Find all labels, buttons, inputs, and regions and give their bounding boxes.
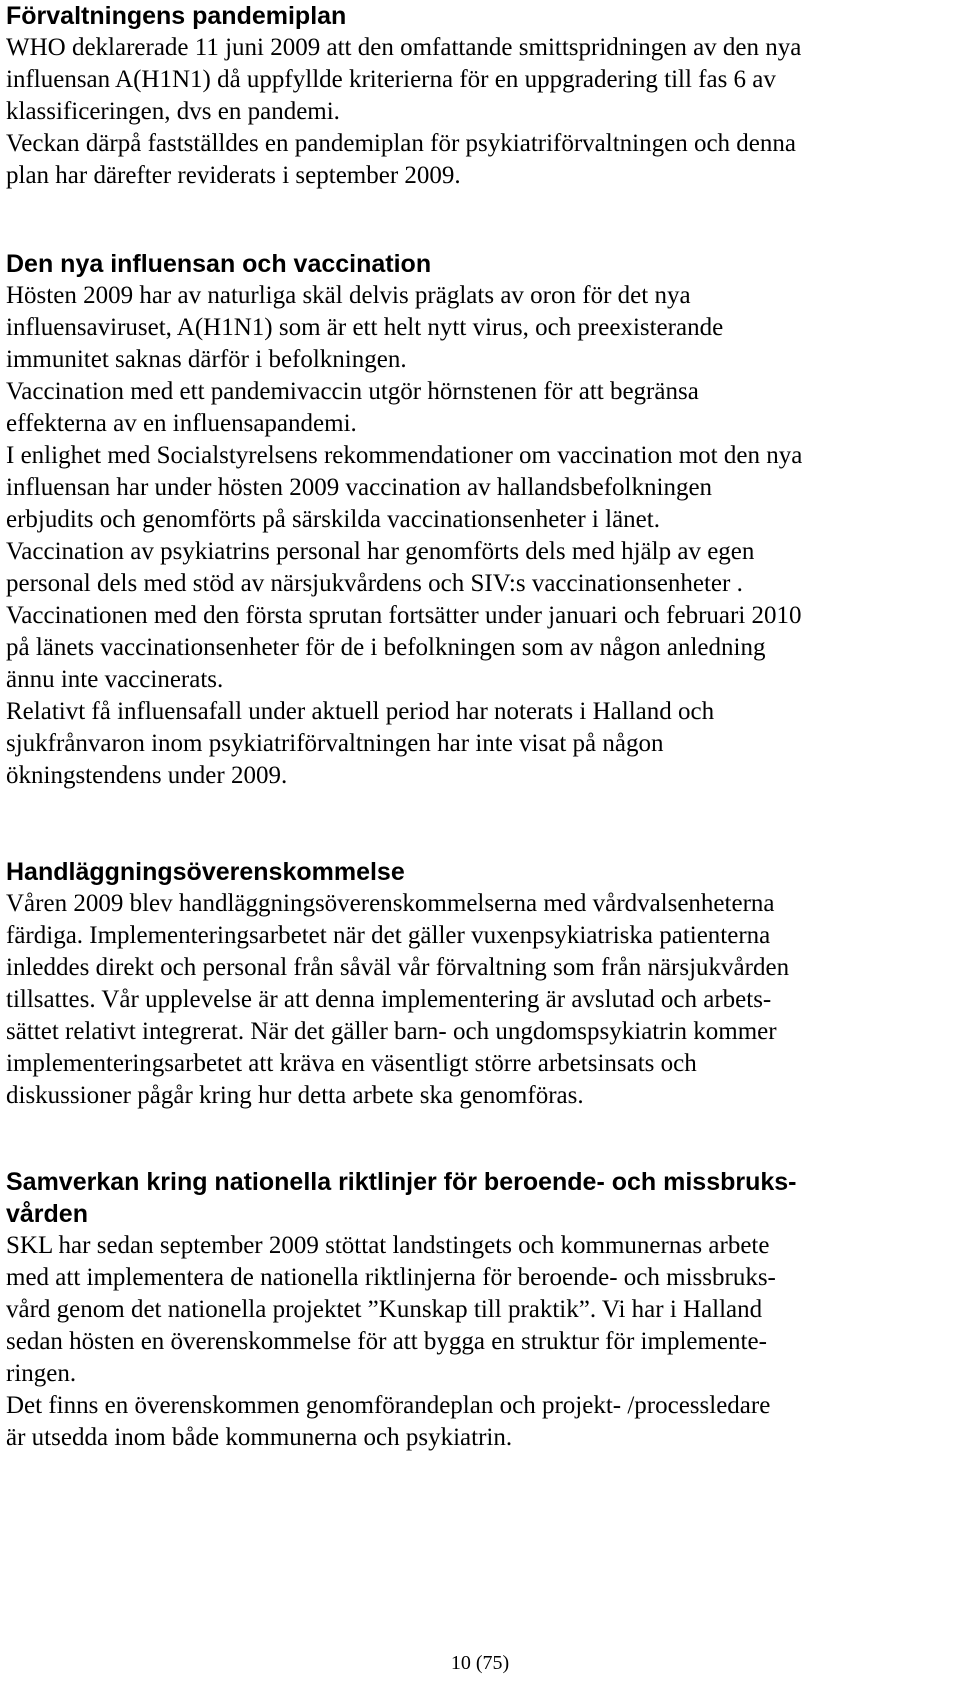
- page-number: 10 (75): [450, 1652, 510, 1674]
- body-line: implementeringsarbetet att kräva en väsentligt större arbetsinsats och: [6, 1050, 697, 1077]
- body-line: sättet relativt integrerat. När det gäller barn- och ungdomspsykiatrin kommer: [6, 1018, 777, 1045]
- body-line: ringen.: [6, 1360, 77, 1387]
- body-line: ännu inte vaccinerats.: [6, 666, 224, 693]
- body-line: vård genom det nationella projektet ”Kunskap till praktik”. Vi har i Halland: [6, 1296, 763, 1323]
- section-pandemiplan: [6, 0, 954, 192]
- body-line: diskussioner pågår kring hur detta arbete ska genomföras.: [6, 1082, 584, 1109]
- body-line: influensaviruset, A(H1N1) som är ett helt nytt virus, och preexisterande: [6, 314, 724, 341]
- body-line: med att implementera de nationella riktlinjerna för beroende- och missbruks-: [6, 1264, 776, 1291]
- body-line: I enlighet med Socialstyrelsens rekommendationer om vaccination mot den nya: [6, 442, 803, 469]
- body-line: erbjudits och genomförts på särskilda vaccinationsenheter i länet.: [6, 506, 660, 533]
- section-samverkan: [6, 1166, 954, 1454]
- body-line: på länets vaccinationsenheter för de i befolkningen som av någon anledning: [6, 634, 766, 661]
- body-line: SKL har sedan september 2009 stöttat landstingets och kommunernas arbete: [6, 1232, 770, 1259]
- body-line: tillsattes. Vår upplevelse är att denna implementering är avslutad och arbets-: [6, 986, 772, 1013]
- body-line: immunitet saknas därför i befolkningen.: [6, 346, 407, 373]
- body-line: Det finns en överenskommen genomförandeplan och projekt- /processledare: [6, 1392, 771, 1419]
- body-line: klassificeringen, dvs en pandemi.: [6, 98, 340, 125]
- body-line: Vaccinationen med den första sprutan fortsätter under januari och februari 2010: [6, 602, 802, 629]
- body-line: Relativt få influensafall under aktuell period har noterats i Halland och: [6, 698, 715, 725]
- body-line: Vaccination med ett pandemivaccin utgör hörnstenen för att begränsa: [6, 378, 699, 405]
- body-line: personal dels med stöd av närsjukvårdens och SIV:s vaccinationsenheter .: [6, 570, 743, 597]
- body-line: ökningstendens under 2009.: [6, 762, 288, 789]
- body-line: inleddes direkt och personal från såväl vår förvaltning som från närsjukvården: [6, 954, 790, 981]
- section-heading: Förvaltningens pandemiplan: [6, 2, 347, 30]
- section-heading: Den nya influensan och vaccination: [6, 250, 432, 278]
- section-heading: [6, 1166, 954, 1230]
- body-line: är utsedda inom både kommunerna och psykiatrin.: [6, 1424, 513, 1451]
- section-handlaggning: [6, 856, 954, 1112]
- section-vaccination: [6, 248, 954, 792]
- body-line: Vaccination av psykiatrins personal har genomförts dels med hjälp av egen: [6, 538, 755, 565]
- body-line: Veckan därpå fastställdes en pandemiplan för psykiatriförvaltningen och denna: [6, 130, 797, 157]
- body-line: influensan har under hösten 2009 vaccination av hallandsbefolkningen: [6, 474, 713, 501]
- body-line: färdiga. Implementeringsarbetet när det gäller vuxenpsykiatriska patienterna: [6, 922, 771, 949]
- section-heading: Handläggningsöverenskommelse: [6, 858, 405, 886]
- body-line: Våren 2009 blev handläggningsöverenskommelserna med vårdvalsenheterna: [6, 890, 775, 917]
- body-line: Hösten 2009 har av naturliga skäl delvis präglats av oron för det nya: [6, 282, 691, 309]
- body-line: plan har därefter reviderats i september 2009.: [6, 162, 461, 189]
- body-line: influensan A(H1N1) då uppfyllde kriterierna för en uppgradering till fas 6 av: [6, 66, 776, 93]
- body-line: sjukfrånvaron inom psykiatriförvaltningen har inte visat på någon: [6, 730, 664, 757]
- heading-line: Samverkan kring nationella riktlinjer för beroende- och missbruks-: [6, 1168, 797, 1196]
- body-line: WHO deklarerade 11 juni 2009 att den omfattande smittspridningen av den nya: [6, 34, 802, 61]
- body-line: sedan hösten en överenskommelse för att bygga en struktur för implemente-: [6, 1328, 767, 1355]
- heading-line: vården: [6, 1200, 88, 1228]
- body-line: effekterna av en influensapandemi.: [6, 410, 357, 437]
